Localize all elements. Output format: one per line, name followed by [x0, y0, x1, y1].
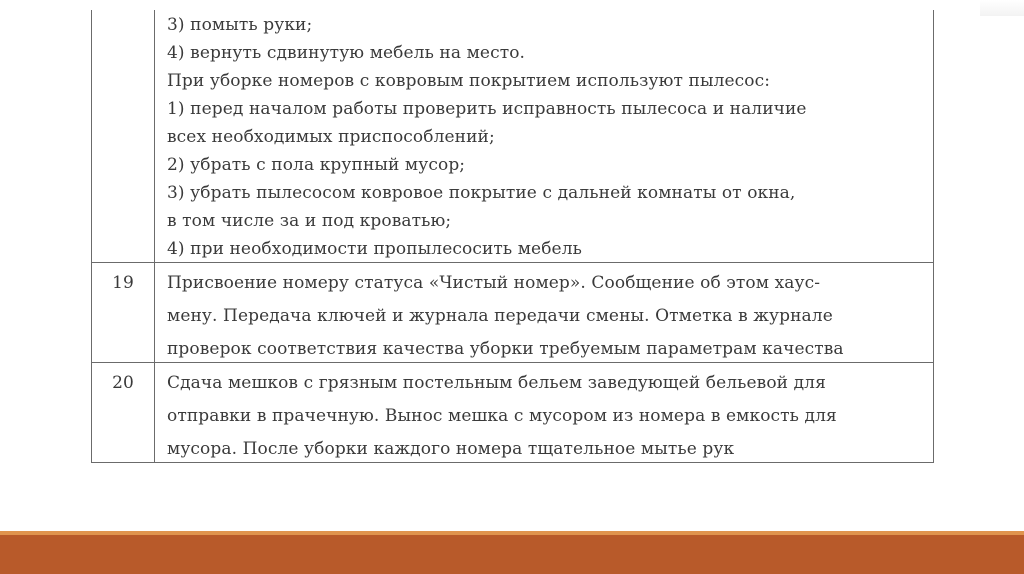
row-text-line: Присвоение номеру статуса «Чистый номер». Сообщение об этом хаус-	[167, 273, 821, 293]
row-text-line: 2) убрать с пола крупный мусор;	[167, 155, 466, 175]
row-text-line: При уборке номеров с ковровым покрытием используют пылесос:	[167, 71, 771, 91]
row-text-line: всех необходимых приспособлений;	[167, 127, 495, 147]
row-text-line: 3) убрать пылесосом ковровое покрытие с дальней комнаты от окна,	[167, 183, 796, 203]
slide-corner-shade	[980, 0, 1024, 16]
row-number	[92, 10, 154, 17]
row-number-cell	[92, 263, 155, 363]
table-row	[92, 263, 934, 363]
row-text-line: 4) при необходимости пропылесосить мебель	[167, 239, 582, 259]
row-text-line: проверок соответствия качества уборки требуемым параметрам качества	[167, 339, 844, 359]
row-text-line: 1) перед началом работы проверить исправность пылесоса и наличие	[167, 99, 807, 119]
row-text-line: Сдача мешков с грязным постельным бельем заведующей бельевой для	[167, 373, 826, 393]
table-row	[92, 10, 934, 263]
row-number: 19	[112, 273, 134, 293]
row-text-line: мусора. После уборки каждого номера тщательное мытье рук	[167, 439, 735, 459]
row-text-line: отправки в прачечную. Вынос мешка с мусором из номера в емкость для	[167, 406, 837, 426]
row-text-cell	[155, 263, 934, 363]
row-text-line: в том числе за и под кроватью;	[167, 211, 452, 231]
row-number: 20	[112, 373, 134, 393]
row-number-cell	[92, 363, 155, 463]
row-number-cell	[92, 10, 155, 263]
footer-band	[0, 535, 1024, 574]
row-text-line: 4) вернуть сдвинутую мебель на место.	[167, 43, 526, 63]
table-row	[92, 363, 934, 463]
row-text-line: 3) помыть руки;	[167, 15, 313, 35]
row-text-cell	[155, 10, 934, 263]
row-text-cell	[155, 363, 934, 463]
document-table	[91, 10, 934, 463]
row-text-line: мену. Передача ключей и журнала передачи смены. Отметка в журнале	[167, 306, 833, 326]
